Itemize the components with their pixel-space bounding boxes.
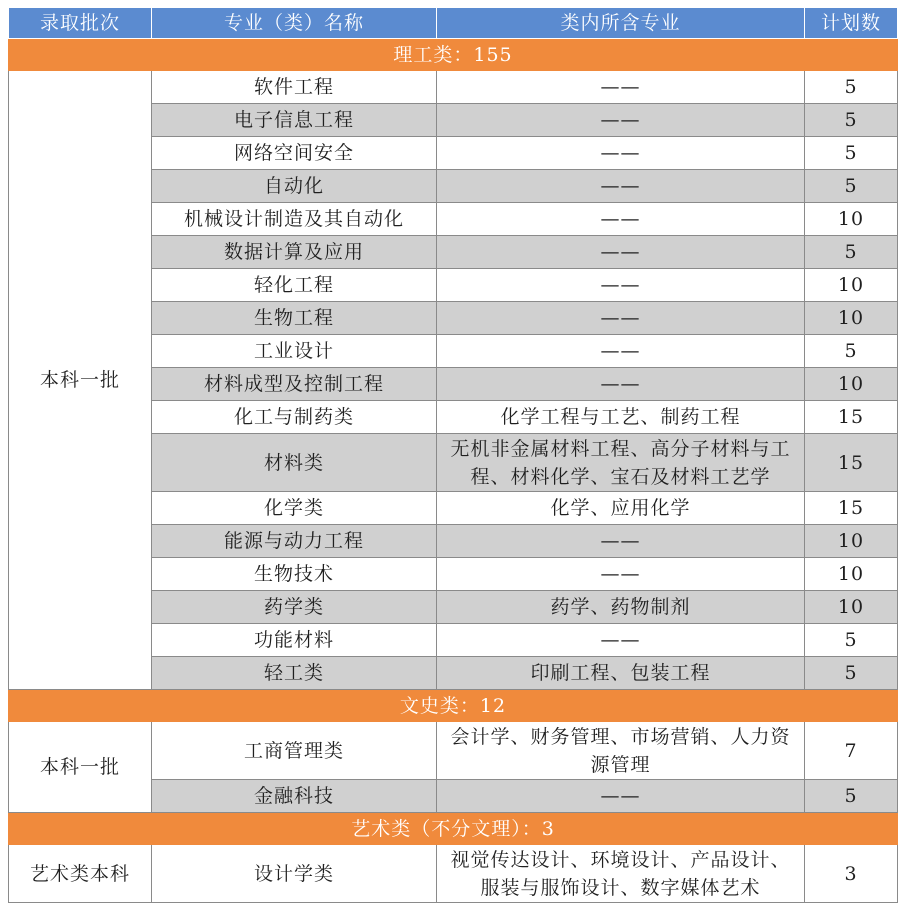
plan-count-cell: 10 [805, 591, 898, 624]
included-majors-cell: —— [437, 302, 805, 335]
category-title: 文史类：12 [9, 690, 898, 722]
category-title: 艺术类（不分文理）：3 [9, 813, 898, 845]
included-majors-cell: —— [437, 104, 805, 137]
plan-count-cell: 5 [805, 335, 898, 368]
included-majors-cell: 化学工程与工艺、制药工程 [437, 401, 805, 434]
plan-count-cell: 10 [805, 302, 898, 335]
plan-count-cell: 5 [805, 624, 898, 657]
header-batch: 录取批次 [9, 8, 152, 39]
category-row [9, 690, 898, 722]
category-row [9, 39, 898, 71]
major-name-cell: 工商管理类 [152, 722, 437, 780]
included-majors-cell: —— [437, 624, 805, 657]
plan-count-cell: 5 [805, 170, 898, 203]
included-majors-cell: —— [437, 780, 805, 813]
header-included-majors: 类内所含专业 [437, 8, 805, 39]
major-name-cell: 化工与制药类 [152, 401, 437, 434]
plan-count-cell: 10 [805, 368, 898, 401]
batch-cell: 艺术类本科 [9, 845, 152, 903]
major-name-cell: 轻工类 [152, 657, 437, 690]
major-name-cell: 金融科技 [152, 780, 437, 813]
included-majors-cell: 无机非金属材料工程、高分子材料与工程、材料化学、宝石及材料工艺学 [437, 434, 805, 492]
plan-count-cell: 5 [805, 236, 898, 269]
plan-count-cell: 15 [805, 401, 898, 434]
included-majors-cell: —— [437, 137, 805, 170]
header-plan-count: 计划数 [805, 8, 898, 39]
included-majors-cell: —— [437, 335, 805, 368]
major-name-cell: 药学类 [152, 591, 437, 624]
major-name-cell: 电子信息工程 [152, 104, 437, 137]
category-row [9, 813, 898, 845]
included-majors-cell: —— [437, 269, 805, 302]
table-row [9, 722, 898, 780]
plan-count-cell: 10 [805, 203, 898, 236]
major-name-cell: 机械设计制造及其自动化 [152, 203, 437, 236]
plan-count-cell: 10 [805, 558, 898, 591]
plan-count-cell: 5 [805, 137, 898, 170]
plan-count-cell: 3 [805, 845, 898, 903]
major-name-cell: 软件工程 [152, 71, 437, 104]
included-majors-cell: —— [437, 170, 805, 203]
major-name-cell: 数据计算及应用 [152, 236, 437, 269]
included-majors-cell: —— [437, 368, 805, 401]
major-name-cell: 设计学类 [152, 845, 437, 903]
plan-count-cell: 7 [805, 722, 898, 780]
plan-count-cell: 5 [805, 71, 898, 104]
included-majors-cell: —— [437, 71, 805, 104]
included-majors-cell: 药学、药物制剂 [437, 591, 805, 624]
included-majors-cell: —— [437, 203, 805, 236]
included-majors-cell: 会计学、财务管理、市场营销、人力资源管理 [437, 722, 805, 780]
header-major-name: 专业（类）名称 [152, 8, 437, 39]
table-row [9, 845, 898, 903]
table-row [9, 71, 898, 104]
plan-count-cell: 5 [805, 780, 898, 813]
enrollment-plan-table [8, 7, 898, 903]
included-majors-cell: —— [437, 558, 805, 591]
major-name-cell: 工业设计 [152, 335, 437, 368]
major-name-cell: 自动化 [152, 170, 437, 203]
included-majors-cell: —— [437, 525, 805, 558]
included-majors-cell: 视觉传达设计、环境设计、产品设计、服装与服饰设计、数字媒体艺术 [437, 845, 805, 903]
major-name-cell: 网络空间安全 [152, 137, 437, 170]
major-name-cell: 材料成型及控制工程 [152, 368, 437, 401]
batch-cell: 本科一批 [9, 71, 152, 690]
included-majors-cell: —— [437, 236, 805, 269]
plan-count-cell: 15 [805, 492, 898, 525]
major-name-cell: 能源与动力工程 [152, 525, 437, 558]
category-title: 理工类：155 [9, 39, 898, 71]
plan-count-cell: 5 [805, 657, 898, 690]
table-header-row [9, 8, 898, 39]
major-name-cell: 轻化工程 [152, 269, 437, 302]
plan-count-cell: 10 [805, 269, 898, 302]
major-name-cell: 生物工程 [152, 302, 437, 335]
batch-cell: 本科一批 [9, 722, 152, 813]
included-majors-cell: 印刷工程、包装工程 [437, 657, 805, 690]
major-name-cell: 生物技术 [152, 558, 437, 591]
major-name-cell: 化学类 [152, 492, 437, 525]
plan-count-cell: 10 [805, 525, 898, 558]
major-name-cell: 材料类 [152, 434, 437, 492]
plan-count-cell: 5 [805, 104, 898, 137]
major-name-cell: 功能材料 [152, 624, 437, 657]
included-majors-cell: 化学、应用化学 [437, 492, 805, 525]
plan-count-cell: 15 [805, 434, 898, 492]
